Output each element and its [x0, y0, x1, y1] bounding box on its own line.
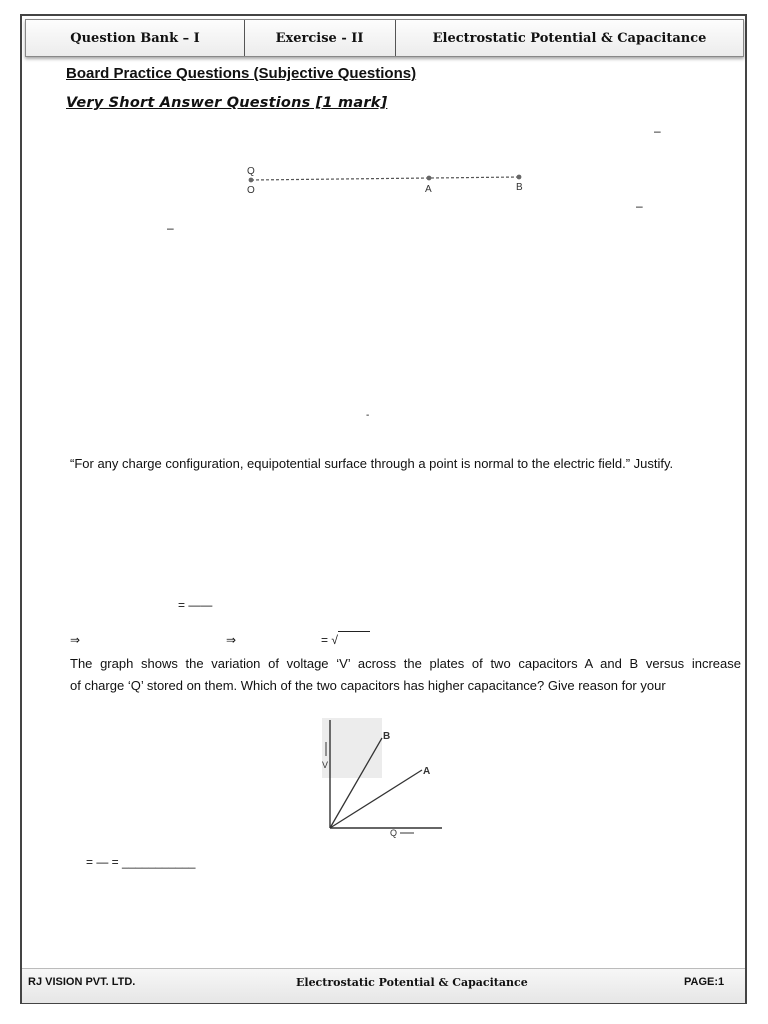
- question-graph-line-2: of charge ‘Q’ stored on them. Which of the two capacitors has higher capacitance? Give reason for your: [70, 678, 666, 693]
- implies-symbol: ⇒: [70, 633, 81, 647]
- v-q-graph: [318, 716, 448, 838]
- page-header: [25, 19, 744, 57]
- label-a: A: [423, 766, 431, 777]
- x-axis-label: Q: [390, 828, 398, 838]
- label-q: Q: [247, 166, 255, 177]
- label-a: A: [425, 184, 432, 195]
- y-axis-label: V: [322, 760, 329, 770]
- dashed-line: [251, 177, 520, 180]
- header-exercise: Exercise - II: [244, 20, 396, 56]
- footer-page-number: PAGE:1: [684, 976, 725, 988]
- sqrt-bar: [338, 631, 370, 632]
- equation-fragment: = — = ___________: [86, 855, 196, 869]
- point-a: [427, 176, 432, 181]
- equation-fragment: = ——: [178, 598, 213, 612]
- footer-company: RJ VISION PVT. LTD.: [28, 976, 136, 988]
- point-q: [249, 178, 254, 183]
- header-question-bank: Question Bank – I: [26, 20, 245, 56]
- dash-fragment: -: [366, 410, 370, 421]
- label-b: B: [516, 182, 523, 193]
- question-equipotential: “For any charge configuration, equipotential surface through a point is normal to the electric field.” Justify.: [70, 456, 674, 471]
- faded-text-smudge: [322, 718, 382, 778]
- dash-fragment: –: [654, 124, 661, 138]
- section-title: Board Practice Questions (Subjective Questions): [66, 65, 417, 82]
- point-b: [517, 175, 522, 180]
- footer-chapter: Electrostatic Potential & Capacitance: [296, 976, 528, 989]
- dash-fragment: –: [636, 199, 643, 213]
- label-o: O: [247, 185, 255, 196]
- question-graph-line-1: The graph shows the variation of voltage ‘V’ across the plates of two capacitors A and B versus increase: [70, 656, 741, 671]
- subsection-title: Very Short Answer Questions [1 mark]: [66, 95, 388, 111]
- sqrt-fragment: = √: [321, 633, 338, 647]
- charge-line-figure: [240, 162, 540, 198]
- implies-symbol: ⇒: [226, 633, 237, 647]
- dash-fragment: –: [167, 221, 174, 235]
- label-b: B: [383, 731, 391, 742]
- line-a: [330, 770, 422, 828]
- header-chapter: Electrostatic Potential & Capacitance: [432, 30, 707, 46]
- page-footer: [22, 968, 745, 1003]
